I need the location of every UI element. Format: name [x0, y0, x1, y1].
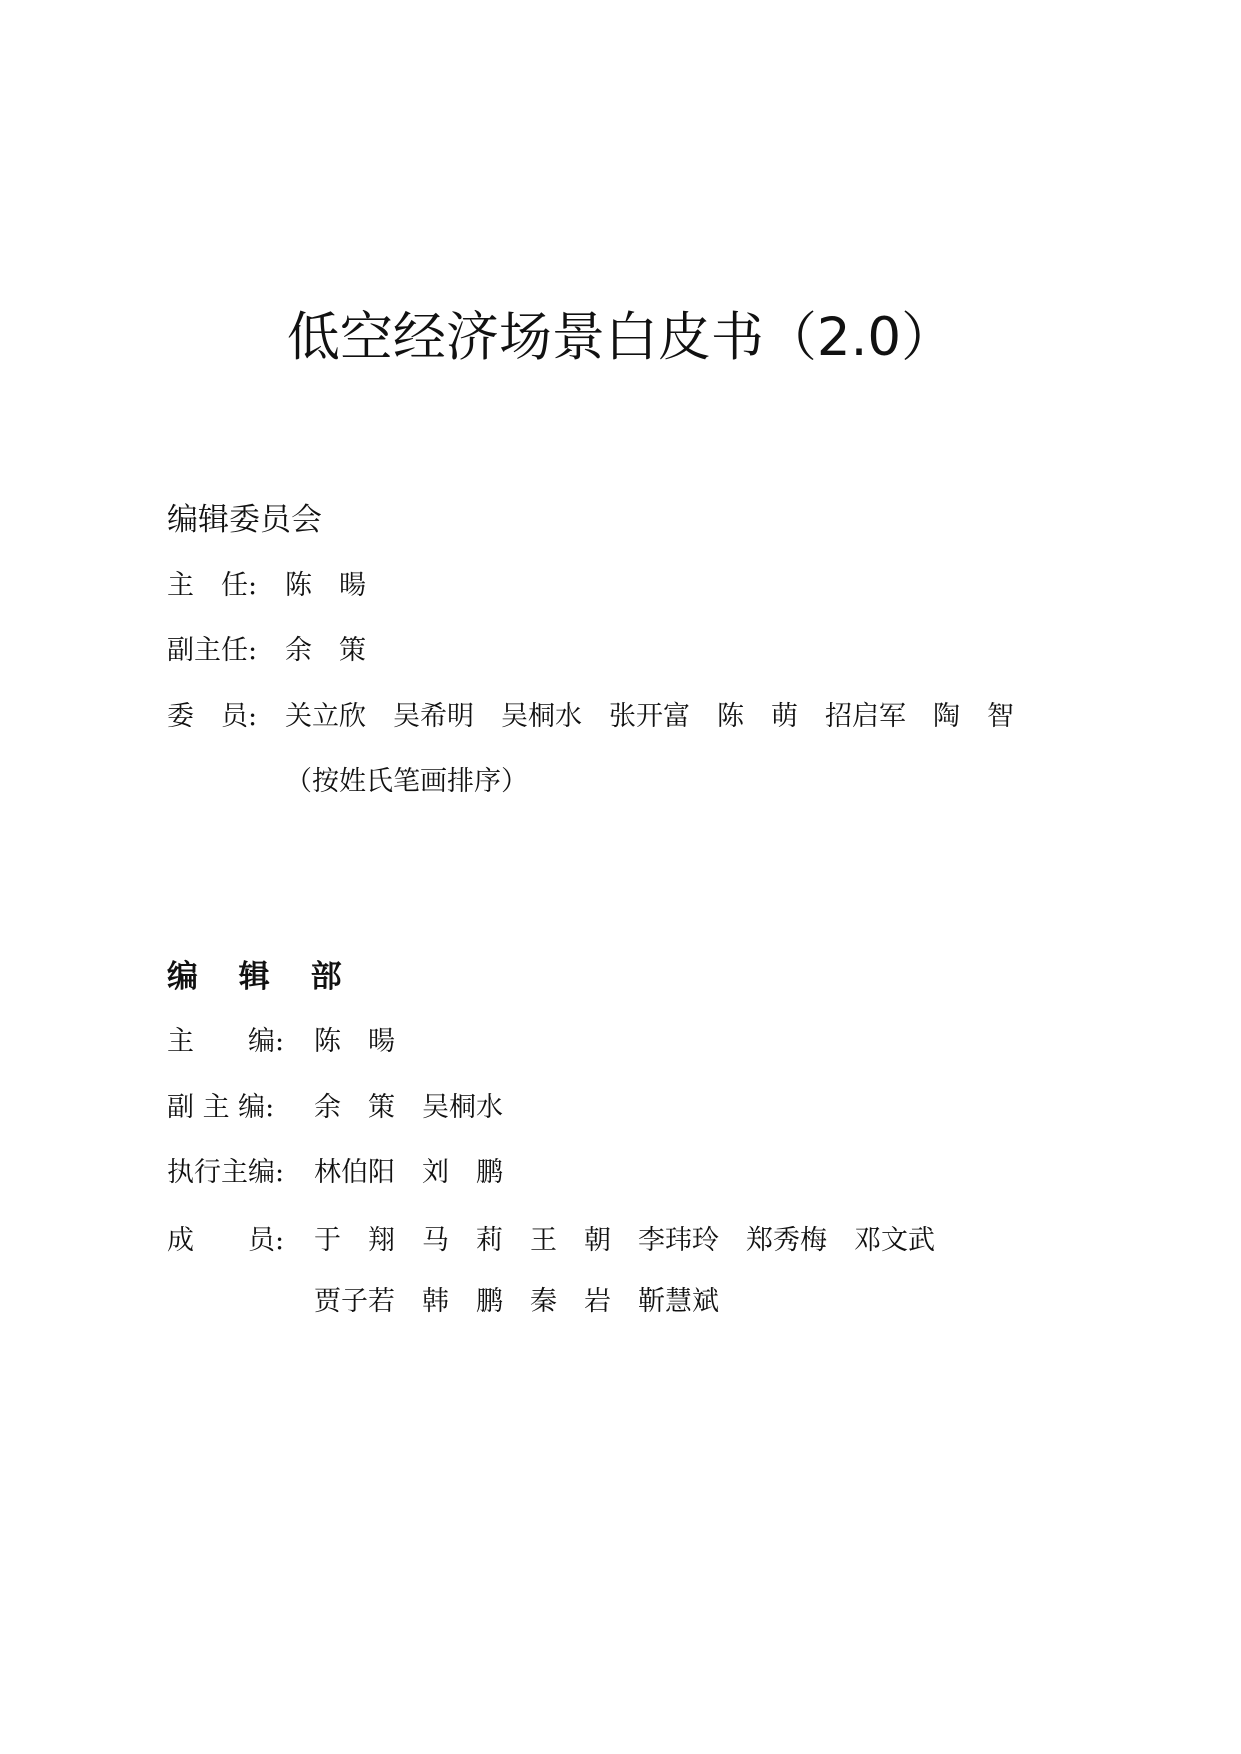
- committee-deputy-director-label: 副主任:: [167, 635, 258, 666]
- department-members-names-line1: 于 翔 马 莉 王 朝 李玮玲 郑秀梅 邓文武: [314, 1225, 935, 1256]
- document-title: 低空经济场景白皮书（2.0）: [286, 307, 955, 368]
- committee-deputy-director-names: 余 策: [285, 635, 366, 666]
- deputy-chief-editor-label: 副 主 编:: [167, 1092, 275, 1123]
- committee-ordering-note: （按姓氏笔画排序）: [285, 766, 528, 797]
- committee-members-names: 关立欣 吴希明 吴桐水 张开富 陈 萌 招启军 陶 智: [285, 701, 1014, 732]
- department-members-names-line2: 贾子若 韩 鹏 秦 岩 靳慧斌: [314, 1286, 719, 1317]
- editorial-department-heading: 编 辑 部: [167, 959, 342, 995]
- chief-editor-names: 陈 暘: [314, 1026, 395, 1057]
- editorial-committee-heading: 编辑委员会: [167, 502, 322, 538]
- department-members-label: 成 员:: [167, 1225, 285, 1256]
- chief-editor-label: 主 编:: [167, 1026, 285, 1057]
- committee-director-names: 陈 暘: [285, 570, 366, 601]
- committee-director-label: 主 任:: [167, 570, 258, 601]
- executive-editor-label: 执行主编:: [167, 1157, 285, 1188]
- committee-members-label: 委 员:: [167, 701, 258, 732]
- deputy-chief-editor-names: 余 策 吴桐水: [314, 1092, 503, 1123]
- executive-editor-names: 林伯阳 刘 鹏: [314, 1157, 503, 1188]
